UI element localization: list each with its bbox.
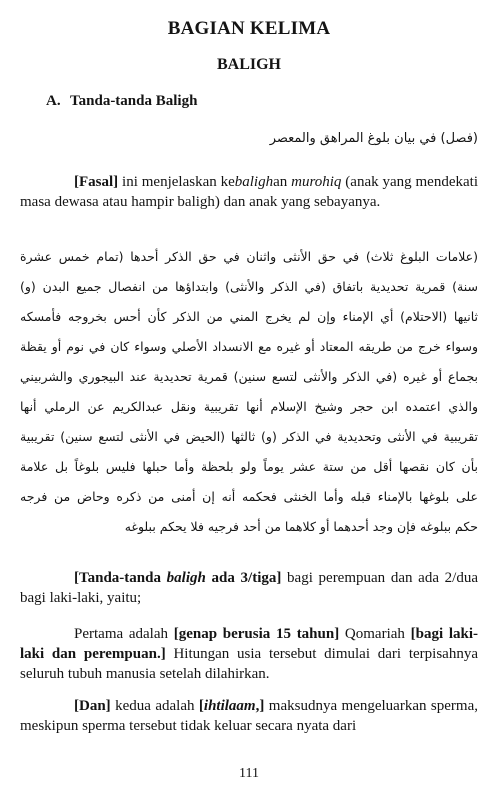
para3-text-b: Qomariah <box>339 626 411 642</box>
para4-bold-a: [Dan] <box>74 698 111 714</box>
para3-bold-a: [genap berusia 15 tahun] <box>173 626 340 642</box>
para4-bracket-open: [ <box>198 698 204 714</box>
chapter-title: BAGIAN KELIMA <box>167 18 331 39</box>
para1-term-baligh: baligh <box>234 174 274 190</box>
para1-text-a: ini menjelaskan ke <box>118 174 235 190</box>
para2-bold-italic: baligh <box>166 570 206 586</box>
arabic-line: حكم ببلوغه فإن وجد أحدهما أو كلاهما من أحد فرجيه فلا يحكم ببلوغه <box>124 519 478 534</box>
para3-text-c: Hitungan usia tersebut dimulai dari terpisahnya seluruh tubuh manusia setelah dilahirkan. <box>20 646 478 682</box>
para4-text-b: maksudnya mengeluarkan sperma, meskipun sperma tersebut tidak keluar secara nyata dari <box>20 698 478 734</box>
arabic-line: بجماع أو غيره (في الذكر والأنثى لتسع سنين) قمرية تحديدية عند البيجوري والشربيني <box>20 369 478 384</box>
chapter-subtitle: BALIGH <box>216 56 281 73</box>
para3-text-a: Pertama adalah <box>74 626 174 642</box>
section-heading <box>46 93 197 110</box>
arabic-text-block <box>20 242 478 542</box>
page-number: 111 <box>239 766 259 781</box>
para1-text-c: (anak yang mendekati masa dewasa atau hampir baligh) dan anak yang sebayanya. <box>20 174 478 210</box>
para2-text: bagi perempuan dan ada 2/dua bagi laki-laki, yaitu; <box>20 570 478 606</box>
para1-term-murohiq: murohiq <box>291 174 342 190</box>
paragraph-kedua <box>20 696 478 736</box>
arabic-line: ثانيها (الاحتلام) أي الإمناء وإن لم يخرج المني من الذكر كأن أحس بخروجه فأمسكه <box>20 309 478 324</box>
arabic-line: على بلوغها بالإمناء قبله وأما الخنثى فحكمه أنه إن أمنى من ذكره وحاض من فرجه <box>20 489 478 504</box>
para3-bold-b: [bagi laki-laki dan perempuan.] <box>20 626 479 662</box>
arabic-line: (علامات البلوغ ثلاث) في حق الأنثى واثنان في حق الذكر أحدها (تمام خمس عشرة <box>20 249 478 264</box>
section-number: A. <box>46 93 61 109</box>
para1-text-b: an <box>273 174 292 190</box>
paragraph-pertama <box>20 624 478 684</box>
section-title: Tanda-tanda Baligh <box>70 93 198 109</box>
arabic-line: والذي اعتمده ابن حجر وشيخ الإسلام أنها تقريبية ونقل عبدالكريم عن الرملي أنها <box>20 399 478 414</box>
arabic-line: سنة) قمرية تحديدية باتفاق (في الذكر والأنثى) وابتداؤها من انفصال جميع البدن (و) <box>20 279 478 294</box>
paragraph-tanda-tanda <box>20 568 478 608</box>
arabic-line: وسواء خرج من طريقه المعتاد أو غيره مع الانسداد الأصلي وسواء كان في نوم أو يقظة <box>20 339 478 354</box>
arabic-line: تقريبية في الأنثى وتحديدية في الذكر (و) ثالثها (الحيض في الأنثى لتسع سنين) تقريبية <box>20 429 478 444</box>
paragraph-fasal <box>20 172 478 212</box>
arabic-heading: (فصل) في بيان بلوغ المراهق والمعصر <box>269 131 478 146</box>
arabic-line: بأن كان نقصها أقل من ستة عشر يوماً ولو بلحظة وأما حبلها فليس بلوغاً بل علامة <box>20 459 478 474</box>
para2-bold-b: ada 3/tiga] <box>205 570 282 586</box>
para4-bracket-close: ,] <box>255 698 265 714</box>
para2-bold-a: [Tanda-tanda <box>74 570 167 586</box>
para1-bracket: [Fasal] <box>74 174 119 190</box>
para4-text-a: kedua adalah <box>110 698 199 714</box>
para4-term-ihtilaam: ihtilaam <box>203 698 256 714</box>
